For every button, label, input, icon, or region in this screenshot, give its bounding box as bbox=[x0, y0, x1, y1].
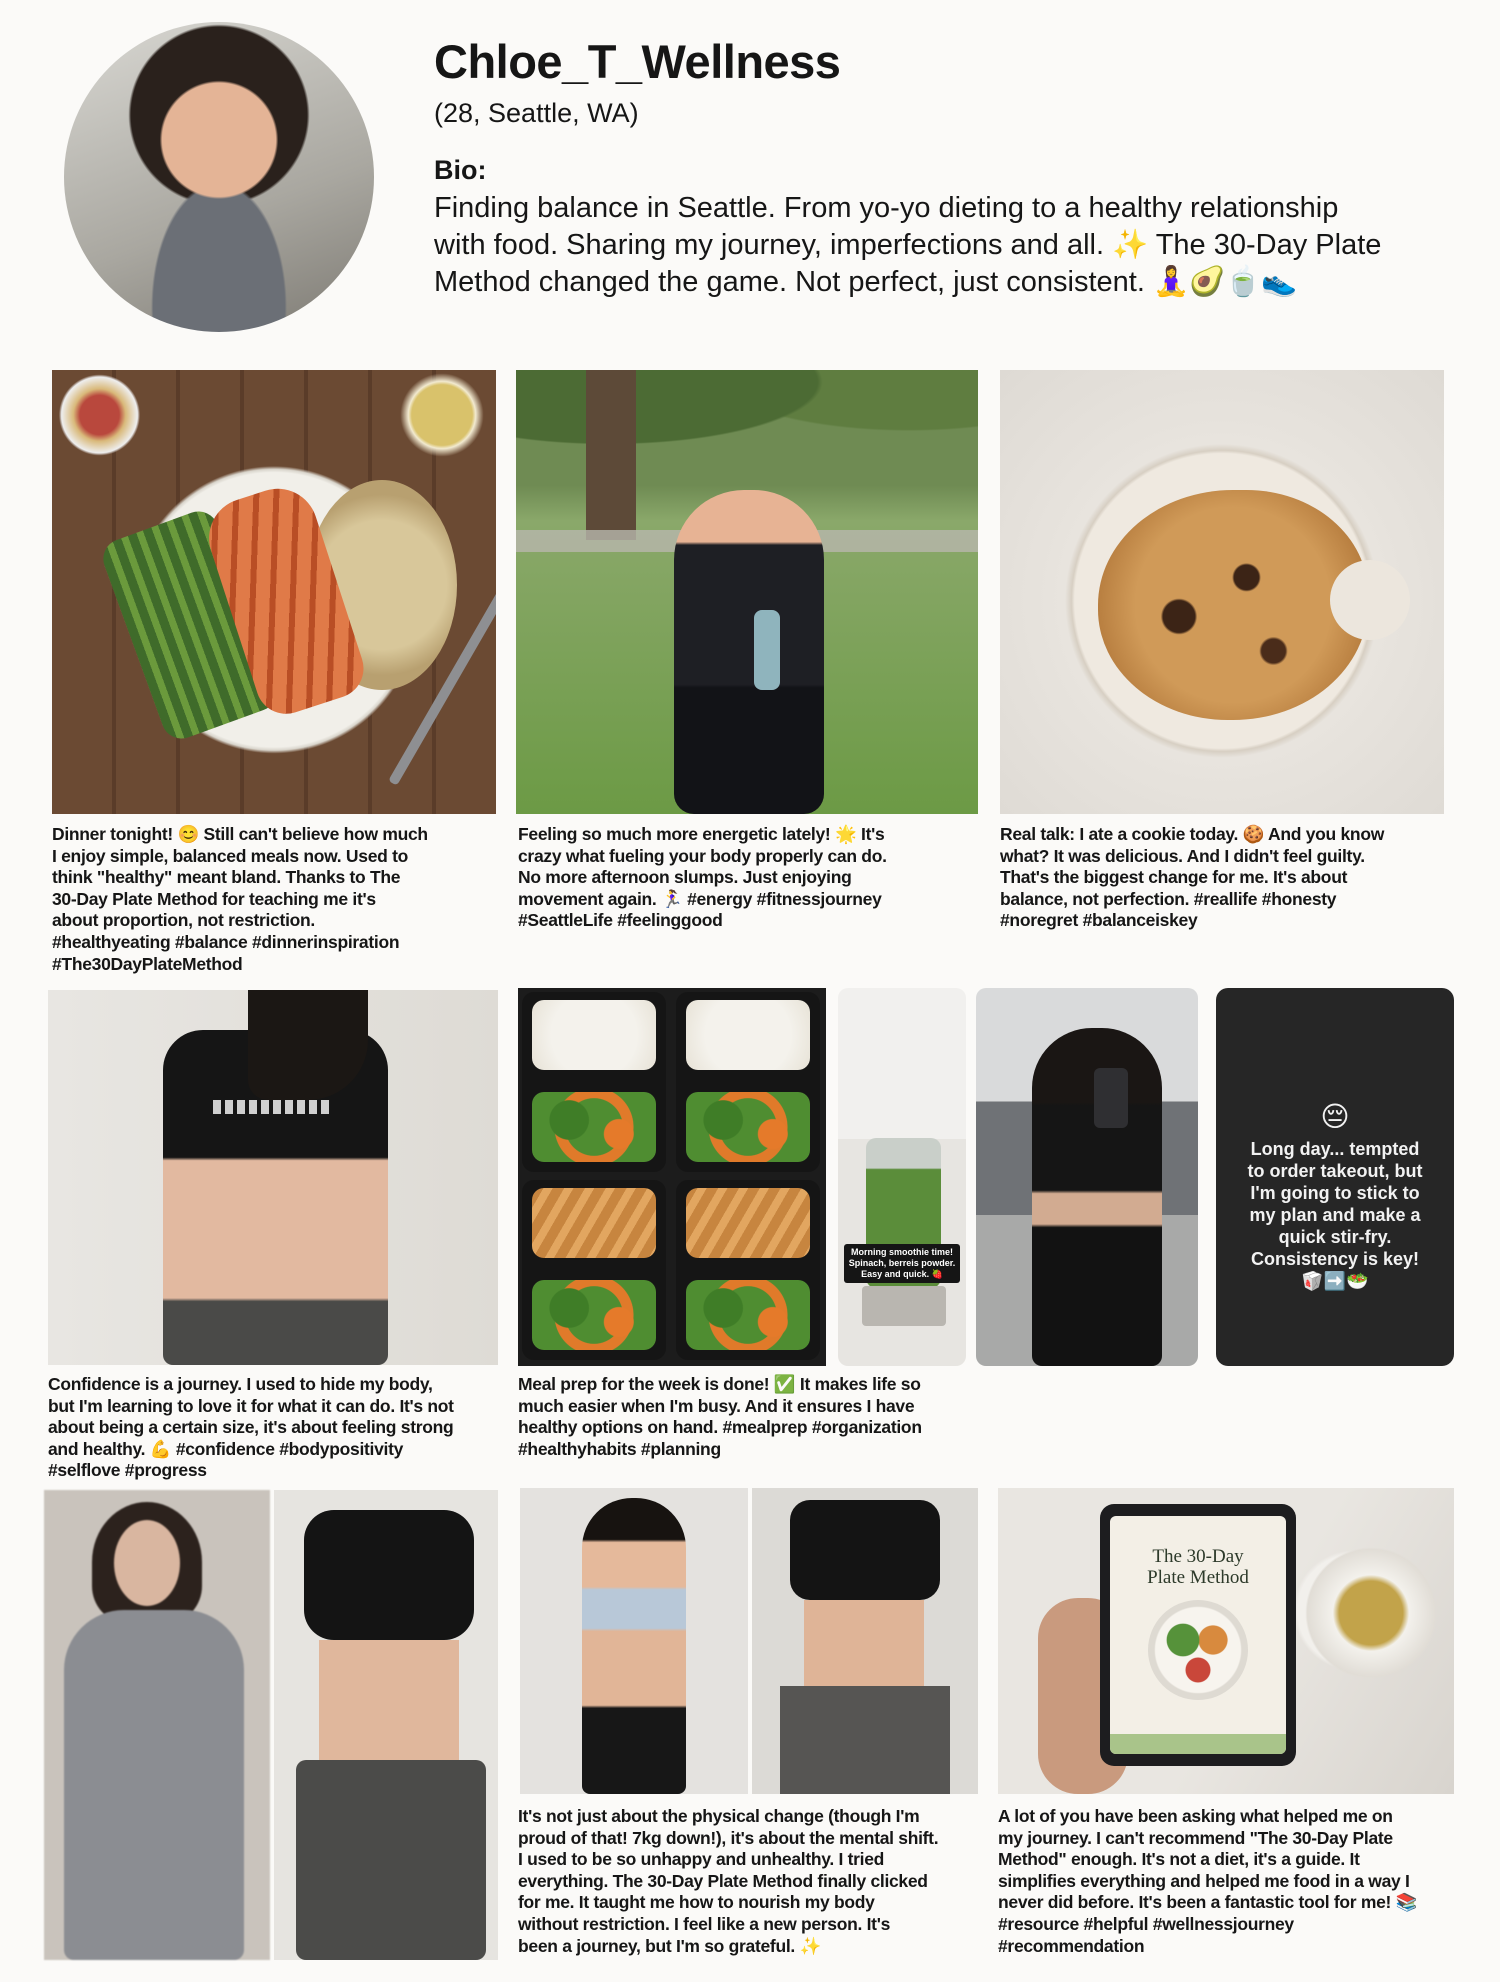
ebook-title: The 30-Day Plate Method bbox=[1147, 1546, 1249, 1588]
rice bbox=[686, 1000, 810, 1070]
post-caption: Confidence is a journey. I used to hide my body, but I'm learning to love it for what it can do. It's not about being a certain size, it's about feeling strong and healthy. 💪 #confidence #bodypositivity #selflove #progress bbox=[48, 1374, 454, 1481]
bio-label: Bio: bbox=[434, 155, 487, 185]
story-text-card[interactable] bbox=[1216, 988, 1454, 1366]
cookie bbox=[1098, 490, 1368, 720]
cover-bar bbox=[1110, 1734, 1286, 1754]
story-mirror-selfie[interactable] bbox=[976, 988, 1198, 1366]
pensive-emoji-icon: 😔 bbox=[1320, 1101, 1350, 1132]
person bbox=[582, 1498, 686, 1794]
cargo-pants bbox=[780, 1686, 950, 1794]
profile-avatar[interactable] bbox=[64, 22, 374, 332]
midriff bbox=[319, 1640, 459, 1760]
post-photo-ebook-tablet[interactable] bbox=[998, 1488, 1454, 1794]
post-caption: Meal prep for the week is done! ✅ It makes life so much easier when I'm busy. And it ensures I have healthy options on hand. #mealprep #organization #healthyhabits #planning bbox=[518, 1374, 922, 1459]
post-photo-before[interactable] bbox=[44, 1490, 270, 1960]
chicken bbox=[532, 1188, 656, 1258]
sweatshirt bbox=[64, 1610, 244, 1960]
crop-top bbox=[304, 1510, 474, 1640]
post-photo-sports-bra[interactable] bbox=[520, 1488, 748, 1794]
chicken bbox=[686, 1188, 810, 1258]
post-photo-crop-top[interactable] bbox=[48, 990, 498, 1365]
cookie-bite bbox=[1330, 560, 1410, 640]
post-photo-meal-prep[interactable] bbox=[518, 988, 826, 1366]
post-photo-after[interactable] bbox=[274, 1490, 498, 1960]
shirt-logo bbox=[213, 1100, 333, 1114]
quinoa-bowl bbox=[52, 370, 147, 460]
tea-glass bbox=[392, 370, 492, 460]
post-caption: It's not just about the physical change (though I'm proud of that! 7kg down!), it's about the mental shift. I used to be so unhappy and unhealthy. I tried everything. The 30-Day Plate Method finally clicked for me. It taught me how to nourish my body without restriction. I feel like a new person. It's been a journey, but I'm so grateful. ✨ bbox=[518, 1806, 939, 1956]
post-caption: Feeling so much more energetic lately! 🌟 It's crazy what fueling your body properly can do. No more afternoon slumps. Just enjoying movement again. 🏃‍♀️ #energy #fitnessjourney #SeattleLife #feelinggood bbox=[518, 824, 887, 931]
midriff bbox=[804, 1600, 924, 1686]
post-photo-salmon-dinner[interactable] bbox=[52, 370, 496, 814]
post-caption: Real talk: I ate a cookie today. 🍪 And you know what? It was delicious. And I didn't feel guilty. That's the biggest change for me. It's about balance, not perfection. #reallife #honesty #noregret #balanceiskey bbox=[1000, 824, 1385, 931]
vegetables bbox=[686, 1092, 810, 1162]
tree-trunk bbox=[586, 370, 636, 540]
bio-text: Finding balance in Seattle. From yo-yo dieting to a healthy relationship with food. Sharing my journey, imperfections and all. ✨ The 30-Day Plate Method changed the game. Not perfect, just consistent. 🧘‍♀️🥑🍵👟 bbox=[434, 192, 1382, 298]
face bbox=[114, 1520, 180, 1606]
crop-top bbox=[790, 1500, 940, 1600]
phone bbox=[1094, 1068, 1128, 1128]
story-smoothie-label: Morning smoothie time! Spinach, berreis powder. Easy and quick. 🍓 bbox=[844, 1244, 960, 1283]
story-smoothie[interactable] bbox=[838, 988, 966, 1366]
profile-meta: (28, Seattle, WA) bbox=[434, 98, 639, 128]
plate-illustration bbox=[1148, 1600, 1248, 1700]
profile-username[interactable]: Chloe_T_Wellness bbox=[434, 35, 841, 88]
tea-cup bbox=[1296, 1538, 1446, 1688]
post-caption: A lot of you have been asking what helped me on my journey. I can't recommend "The 30-Day Plate Method" enough. It's not a diet, it's a guide. It simplifies everything and helped me food in a way I never did before. It's been a fantastic tool for me! 📚 #resource #helpful #wellnessjourney #recommendation bbox=[998, 1806, 1418, 1956]
post-photo-crop-top-2[interactable] bbox=[752, 1488, 978, 1794]
rice bbox=[532, 1000, 656, 1070]
water-bottle bbox=[754, 610, 780, 690]
vegetables bbox=[532, 1280, 656, 1350]
post-photo-park-walk[interactable] bbox=[516, 370, 978, 814]
post-photo-cookie[interactable] bbox=[1000, 370, 1444, 814]
post-caption: Dinner tonight! 😊 Still can't believe how much I enjoy simple, balanced meals now. Used to think "healthy" meant bland. Thanks to The 30-Day Plate Method for teaching me it's about proportion, not restriction. #healthyeating #balance #dinnerinspiration #The30DayPlateMethod bbox=[52, 824, 428, 974]
vegetables bbox=[532, 1092, 656, 1162]
cargo-pants bbox=[296, 1760, 486, 1960]
story-text: Long day... tempted to order takeout, but I'm going to stick to my plan and make a quick stir-fry. Consistency is key! 🥡➡️🥗 bbox=[1247, 1139, 1423, 1291]
vegetables bbox=[686, 1280, 810, 1350]
blender-base bbox=[862, 1286, 946, 1326]
person bbox=[674, 490, 824, 814]
